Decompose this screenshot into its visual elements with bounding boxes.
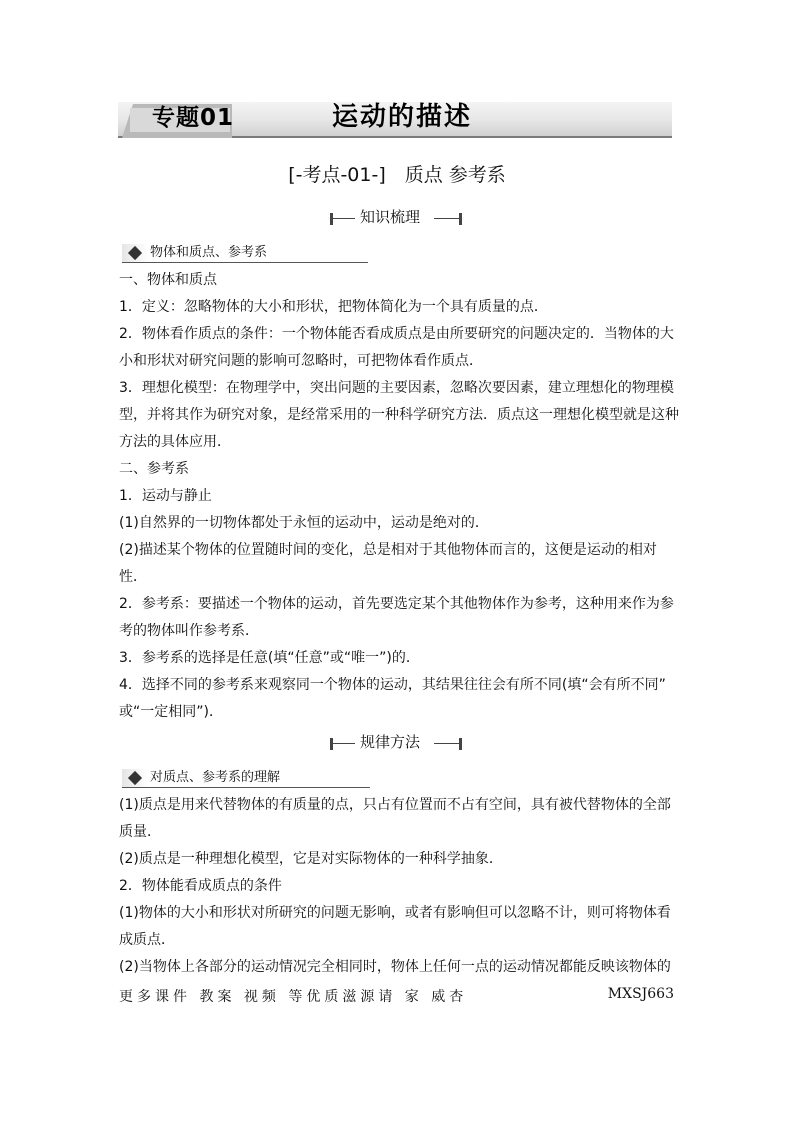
text-line: 质量． (119, 824, 161, 840)
text-line: 3．理想化模型：在物理学中，突出问题的主要因素，忽略次要因素，建立理想化的物理模 (119, 380, 674, 396)
text-line: (1)自然界的一切物体都处于永恒的运动中，运动是绝对的． (119, 515, 489, 531)
text-line: 考的物体叫作参考系． (119, 623, 259, 639)
text-line: 方法的具体应用． (119, 434, 231, 450)
subhead-rule (122, 262, 368, 263)
text-line: 小和形状对研究问题的影响可忽略时，可把物体看作质点． (119, 353, 483, 369)
subhead-understanding (122, 769, 370, 789)
footer-code: MXSJ663 (607, 986, 674, 1002)
subtitle: [-考点-01-] 质点 参考系 (288, 164, 506, 186)
subhead-text: 对质点、参考系的理解 (150, 770, 281, 785)
page-title: 运动的描述 (332, 102, 473, 132)
section-cap-left (330, 213, 333, 225)
text-line: 3．参考系的选择是任意(填“任意”或“唯一”)的． (119, 650, 420, 666)
section-cap-right (459, 738, 462, 750)
text-line: 2．物体看作质点的条件：一个物体能否看成质点是由所要研究的问题决定的．当物体的大 (119, 326, 674, 342)
section-rule-right (434, 218, 459, 219)
text-line: 2．物体能看成质点的条件 (119, 878, 282, 894)
text-line: 型，并将其作为研究对象，是经常采用的一种科学研究方法．质点这一理想化模型就是这种 (119, 407, 679, 423)
section-rule-left (333, 743, 355, 744)
text-line: 4．选择不同的参考系来观察同一个物体的运动，其结果往往会有所不同(填“会有所不同” (119, 677, 666, 693)
section-knowledge-label: 知识梳理 (356, 208, 424, 226)
text-line: 二、参考系 (119, 461, 189, 477)
topic-label: 专题01 (152, 105, 235, 131)
subhead-text: 物体和质点、参考系 (150, 245, 268, 260)
section-rule-right (434, 743, 459, 744)
text-line: 1．定义：忽略物体的大小和形状，把物体简化为一个具有质量的点． (119, 299, 548, 315)
section-knowledge (330, 210, 462, 228)
section-methods-label: 规律方法 (356, 733, 424, 751)
section-cap-left (330, 738, 333, 750)
text-line: 1．运动与静止 (119, 488, 212, 504)
section-cap-right (459, 213, 462, 225)
text-line: (2)描述某个物体的位置随时间的变化，总是相对于其他物体而言的，这便是运动的相对 (119, 542, 657, 558)
footer-promo-text: 更多课件 教案 视频 等优质滋源请 家 威杏 (119, 989, 468, 1005)
subhead-rule (122, 787, 370, 788)
text-line: (1)质点是用来代替物体的有质量的点，只占有位置而不占有空间，具有被代替物体的全部 (119, 797, 671, 813)
text-line: 2．参考系：要描述一个物体的运动，首先要选定某个其他物体作为参考，这种用来作为参 (119, 596, 674, 612)
section-rule-left (333, 218, 355, 219)
subhead-objects-particles (122, 244, 368, 264)
text-line: (2)质点是一种理想化模型，它是对实际物体的一种科学抽象． (119, 851, 503, 867)
text-line: (2)当物体上各部分的运动情况完全相同时，物体上任何一点的运动情况都能反映该物体的 (119, 959, 671, 975)
text-line: 成质点． (119, 932, 175, 948)
text-line: 或“一定相同”)． (119, 704, 223, 720)
text-line: 性． (119, 569, 147, 585)
section-methods (330, 735, 462, 753)
text-line: (1)物体的大小和形状对所研究的问题无影响，或者有影响但可以忽略不计，则可将物体看 (119, 905, 671, 921)
text-line: 一、物体和质点 (119, 272, 217, 288)
